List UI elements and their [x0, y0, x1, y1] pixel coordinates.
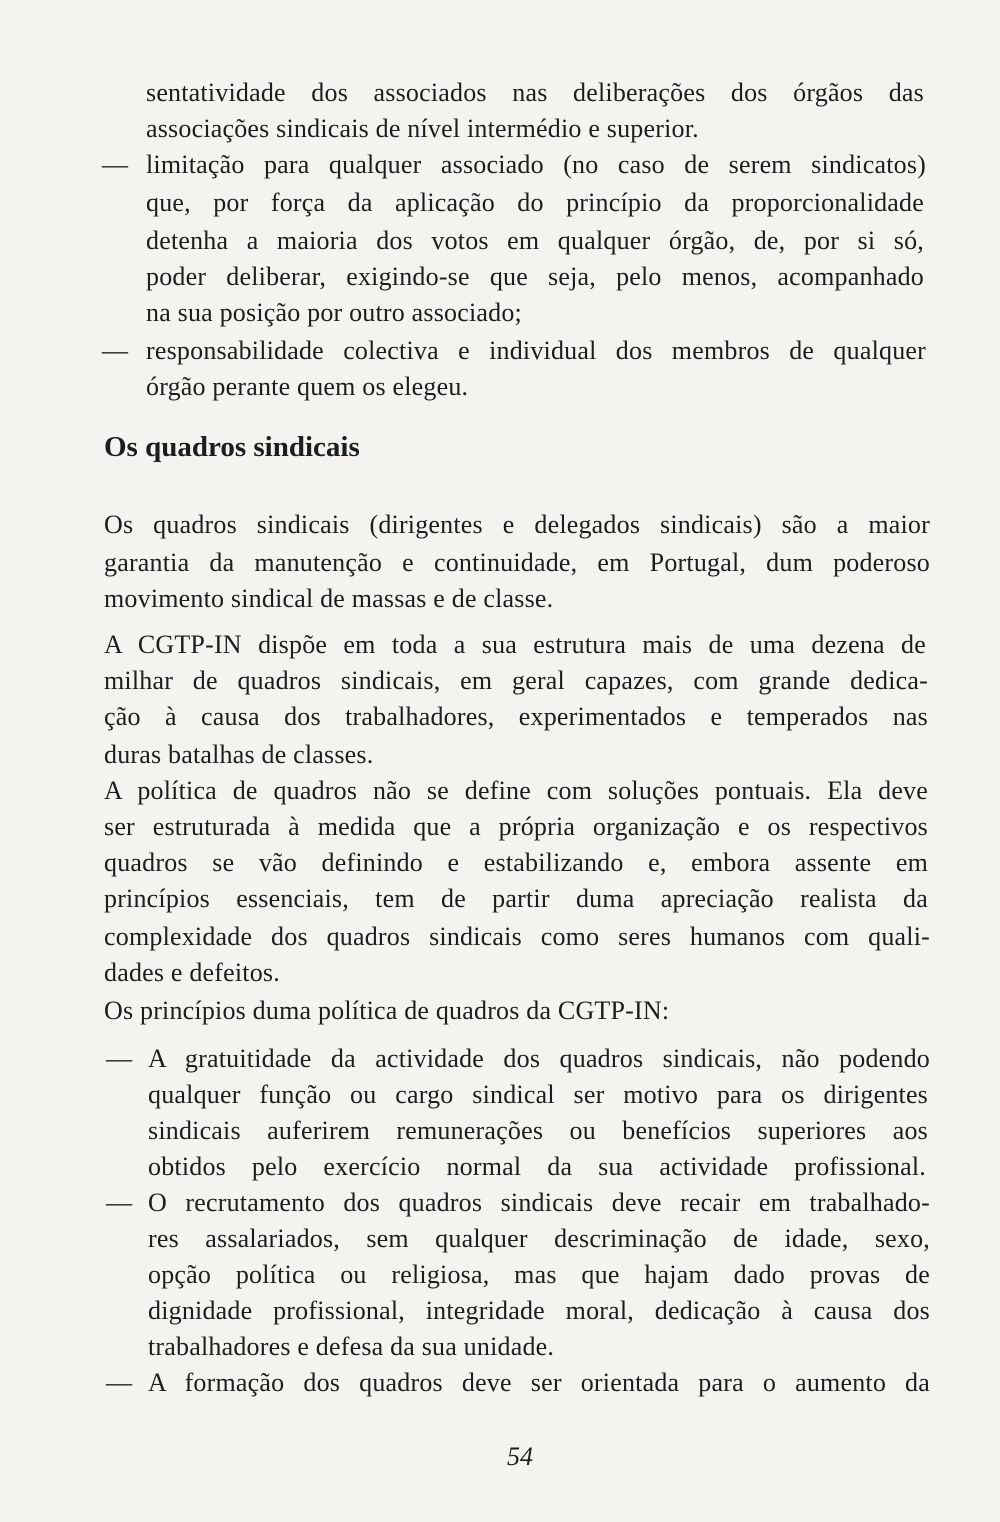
list-dash: — [106, 1188, 132, 1217]
text-line: ção à causa dos trabalhadores, experimentados e temperados nas [104, 702, 928, 731]
text-line: ser estruturada à medida que a própria organização e os respectivos [104, 812, 928, 841]
text-line: associações sindicais de nível intermédio e superior. [146, 114, 699, 143]
text-line: órgão perante quem os elegeu. [146, 372, 469, 401]
text-line: milhar de quadros sindicais, em geral capazes, com grande dedica- [104, 666, 928, 695]
text-line: Os quadros sindicais (dirigentes e delegados sindicais) são a maior [104, 510, 930, 539]
text-line: obtidos pelo exercício normal da sua actividade profissional. [148, 1152, 926, 1181]
text-line: A gratuitidade da actividade dos quadros sindicais, não podendo [148, 1044, 930, 1073]
text-line: complexidade dos quadros sindicais como seres humanos com quali- [104, 922, 930, 951]
text-line: poder deliberar, exigindo-se que seja, pelo menos, acompanhado [146, 262, 924, 291]
text-line: responsabilidade colectiva e individual dos membros de qualquer [146, 336, 926, 365]
text-line: duras batalhas de classes. [104, 740, 374, 769]
text-line: Os princípios duma política de quadros da CGTP-IN: [104, 996, 670, 1025]
text-line: trabalhadores e defesa da sua unidade. [148, 1332, 555, 1361]
text-line: que, por força da aplicação do princípio da proporcionalidade [146, 188, 924, 217]
text-line: detenha a maioria dos votos em qualquer órgão, de, por si só, [146, 226, 924, 255]
text-line: O recrutamento dos quadros sindicais deve recair em trabalhado- [148, 1188, 930, 1217]
list-dash: — [102, 150, 128, 179]
text-line: opção política ou religiosa, mas que hajam dado provas de [148, 1260, 930, 1289]
text-line: limitação para qualquer associado (no caso de serem sindicatos) [146, 150, 926, 179]
text-line: qualquer função ou cargo sindical ser motivo para os dirigentes [148, 1080, 928, 1109]
page-number: 54 [507, 1442, 533, 1471]
list-dash: — [106, 1368, 132, 1397]
text-line: sentatividade dos associados nas deliberações dos órgãos das [146, 78, 924, 107]
text-line: garantia da manutenção e continuidade, em Portugal, dum poderoso [104, 548, 930, 577]
text-line: dignidade profissional, integridade moral, dedicação à causa dos [148, 1296, 930, 1325]
text-line: A formação dos quadros deve ser orientada para o aumento da [148, 1368, 930, 1397]
text-line: quadros se vão definindo e estabilizando e, embora assente em [104, 848, 928, 877]
text-line: princípios essenciais, tem de partir duma apreciação realista da [104, 884, 928, 913]
text-line: sindicais auferirem remunerações ou benefícios superiores aos [148, 1116, 928, 1145]
text-line: dades e defeitos. [104, 958, 280, 987]
text-line: movimento sindical de massas e de classe. [104, 584, 554, 613]
list-dash: — [102, 336, 128, 365]
text-line: res assalariados, sem qualquer descriminação de idade, sexo, [148, 1224, 930, 1253]
text-line: na sua posição por outro associado; [146, 298, 522, 327]
text-line: A política de quadros não se define com soluções pontuais. Ela deve [104, 776, 928, 805]
section-heading: Os quadros sindicais [104, 431, 360, 463]
list-dash: — [106, 1044, 132, 1073]
text-line: A CGTP-IN dispõe em toda a sua estrutura mais de uma dezena de [104, 630, 926, 659]
